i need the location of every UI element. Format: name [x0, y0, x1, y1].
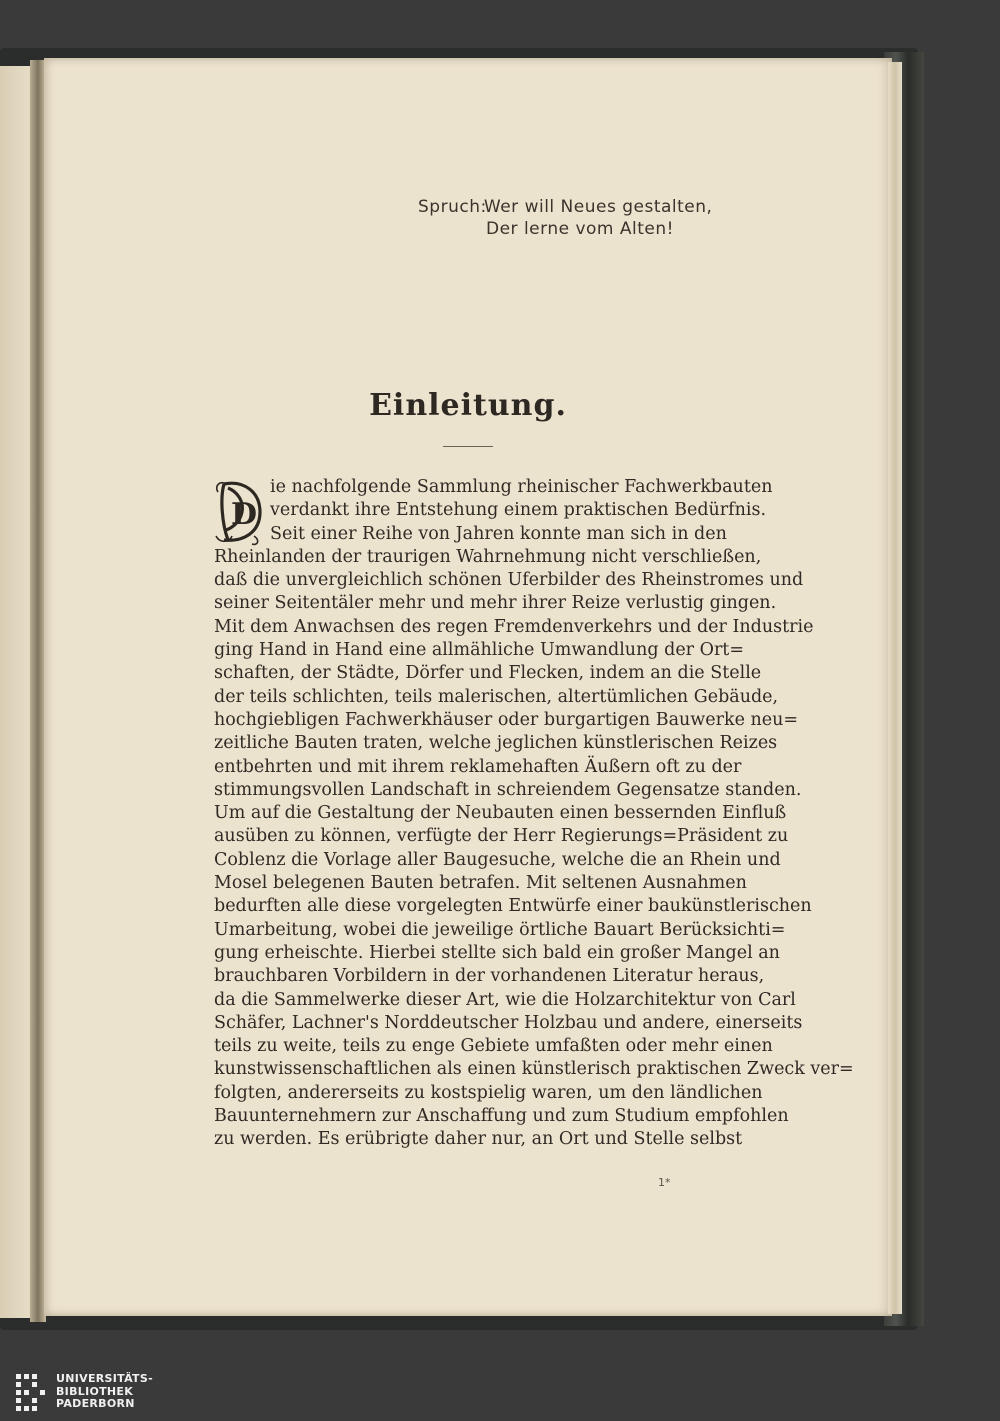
text-line: Seit einer Reihe von Jahren konnte man sich in den	[270, 523, 727, 544]
text-line: kunstwissenschaftlichen als einen künstlerisch praktischen Zweck ver=	[214, 1059, 854, 1080]
text-line: seiner Seitentäler mehr und mehr ihrer Reize verlustig gingen.	[214, 593, 777, 614]
text-line: schaften, der Städte, Dörfer und Flecken, indem an die Stelle	[214, 663, 762, 684]
library-line-1: UNIVERSITÄTS-	[56, 1372, 153, 1385]
text-line: der teils schlichten, teils malerischen, altertümlichen Gebäude,	[214, 686, 779, 707]
text-line: folgten, andererseits zu kostspielig waren, um den ländlichen	[214, 1082, 763, 1103]
text-line: gung erheischte. Hierbei stellte sich bald ein großer Mangel an	[214, 942, 780, 963]
title-rule	[443, 446, 493, 447]
text-line: Umarbeitung, wobei die jeweilige örtliche Bauart Berücksichti=	[214, 919, 786, 940]
text-line: da die Sammelwerke dieser Art, wie die Holzarchitektur von Carl	[214, 989, 796, 1010]
text-line: Rheinlanden der traurigen Wahrnehmung nicht verschließen,	[214, 546, 762, 567]
text-line: daß die unvergleichlich schönen Uferbilder des Rheinstromes und	[214, 570, 804, 591]
motto	[418, 196, 748, 240]
body-text	[214, 476, 854, 1152]
library-logo-icon	[14, 1372, 48, 1418]
text-line: brauchbaren Vorbildern in der vorhandenen Literatur heraus,	[214, 966, 765, 987]
motto-line-1: Wer will Neues gestalten,	[483, 197, 713, 217]
text-line: Um auf die Gestaltung der Neubauten einen bessernden Einfluß	[214, 803, 787, 824]
text-line: Schäfer, Lachner's Norddeutscher Holzbau und andere, einerseits	[214, 1012, 803, 1033]
signature-mark: 1*	[658, 1176, 671, 1189]
library-line-3: PADERBORN	[56, 1397, 135, 1410]
text-line: Coblenz die Vorlage aller Baugesuche, welche die an Rhein und	[214, 849, 781, 870]
text-line: stimmungsvollen Landschaft in schreiendem Gegensatze standen.	[214, 779, 802, 800]
dropcap-letter: D	[231, 497, 258, 532]
text-line: ausüben zu können, verfügte der Herr Regierungs=Präsident zu	[214, 826, 789, 847]
text-line: ie nachfolgende Sammlung rheinischer Fachwerkbauten	[270, 477, 773, 497]
text-line: teils zu weite, teils zu enge Gebiete umfaßten oder mehr einen	[214, 1036, 773, 1057]
text-line: Mit dem Anwachsen des regen Fremdenverkehrs und der Industrie	[214, 616, 814, 637]
text-line: verdankt ihre Entstehung einem praktischen Bedürfnis.	[270, 500, 767, 521]
text-line: zeitliche Bauten traten, welche jeglichen künstlerischen Reizes	[214, 733, 778, 754]
library-name	[56, 1373, 153, 1411]
text-line: Bauunternehmern zur Anschaffung und zum Studium empfohlen	[214, 1106, 789, 1127]
motto-label: Spruch:	[418, 197, 487, 217]
motto-line-2: Der lerne vom Alten!	[486, 219, 674, 239]
text-line: zu werden. Es erübrigte daher nur, an Ort und Stelle selbst	[214, 1129, 743, 1150]
chapter-title: Einleitung.	[369, 388, 567, 423]
text-line: Mosel belegenen Bauten betrafen. Mit seltenen Ausnahmen	[214, 873, 747, 894]
text-line: entbehrten und mit ihrem reklamehaften Äußern oft zu der	[214, 756, 742, 777]
library-line-2: BIBLIOTHEK	[56, 1384, 134, 1398]
text-line: ging Hand in Hand eine allmähliche Umwandlung der Ort=	[214, 640, 745, 661]
text-line: bedurften alle diese vorgelegten Entwürfe einer baukünstlerischen	[214, 896, 812, 917]
text-line: hochgiebligen Fachwerkhäuser oder burgartigen Bauwerke neu=	[214, 709, 799, 730]
page-edge	[888, 62, 902, 1314]
